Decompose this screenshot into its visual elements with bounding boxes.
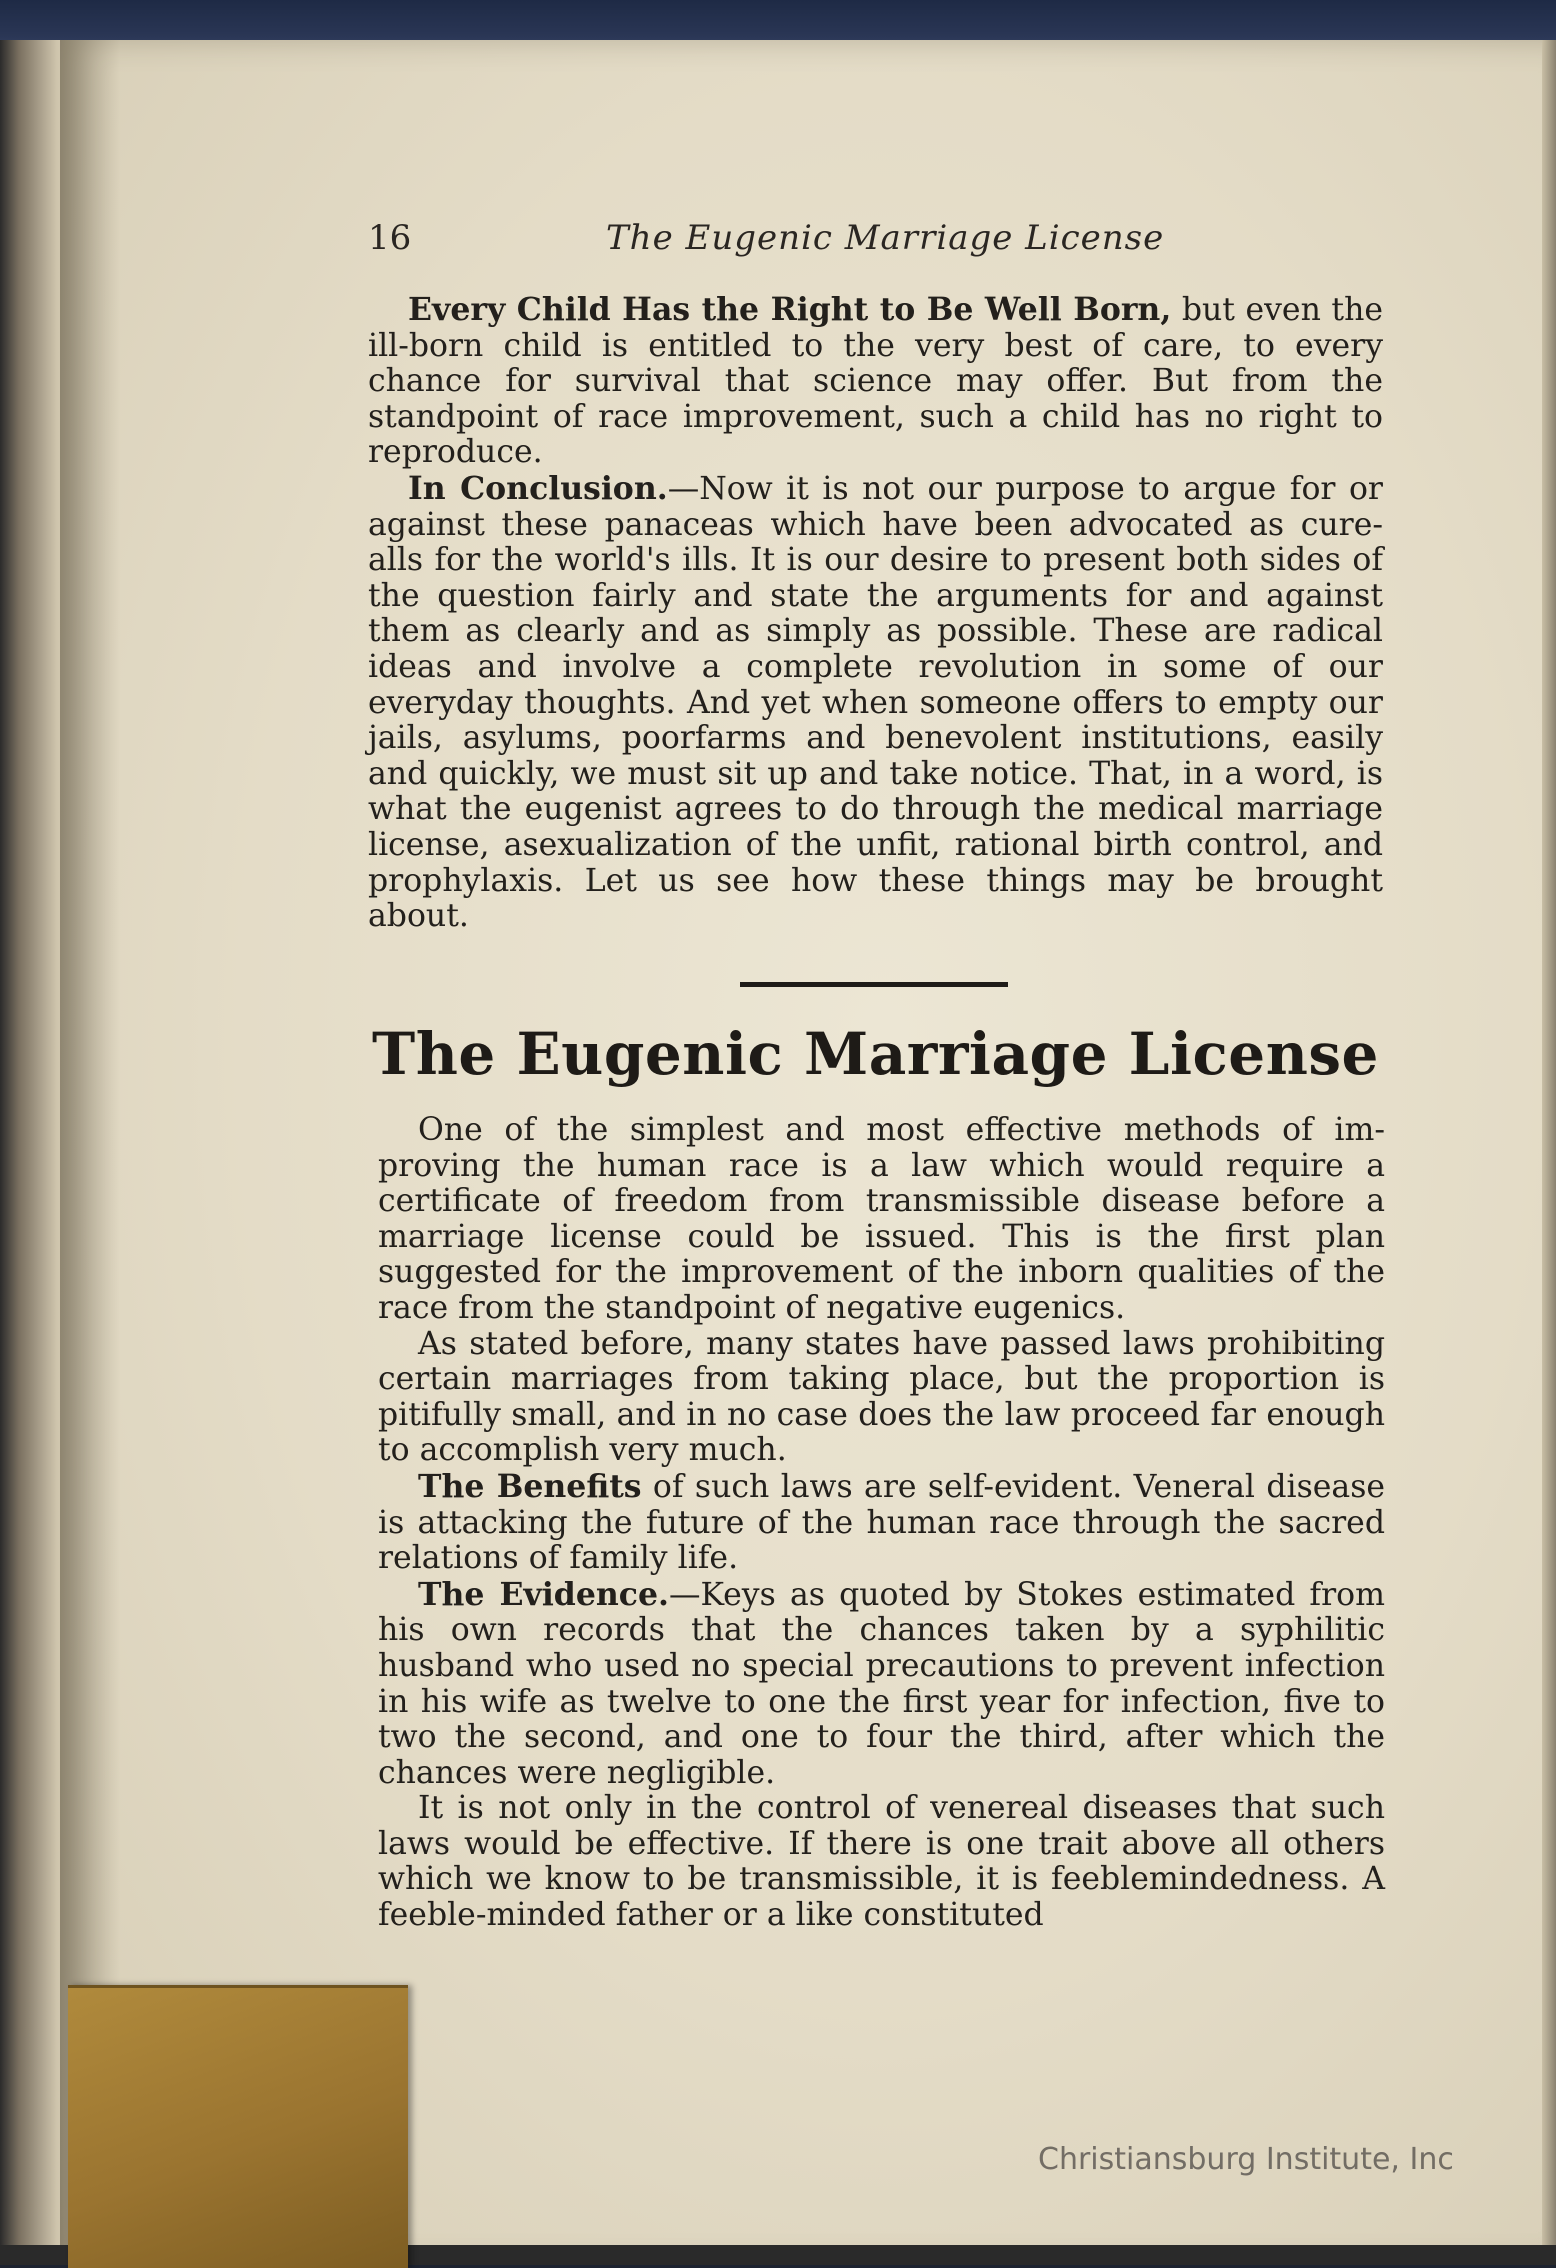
paragraph-text: —Now it is not our purpose to argue for or against these panaceas which have been advocated as cure-alls for the world's ills. It is our desire to present both sides of the question fairly and state the arguments for and against them as clearly and as simply as possible. These are radical ideas and involve a complete revolution in some of our everyday thoughts. And yet when someone offers to empty our jails, asylums, poorfarms and benevolent institutions, easily and quickly, we must sit up and take notice. That, in a word, is what the eugenist agrees to do through the medical marriage license, asexualization of the unfit, rational birth control, and prophylaxis. Let us see how these things may be brought about. (368, 470, 1383, 935)
paragraph-well-born (368, 292, 1383, 471)
paragraph-lead: Every Child Has the Right to Be Well Born, (408, 291, 1172, 328)
paragraph-as-stated-before (378, 1327, 1385, 1469)
paragraph-lead: The Evidence. (418, 1575, 669, 1613)
page-right-edge (1542, 40, 1556, 2265)
section-heading: The Eugenic Marriage License (372, 1020, 1379, 1088)
running-head (368, 218, 1268, 268)
paragraph-text: It is not only in the control of venereal diseases that such laws would be effective. If there is one trait above all others which we know to be transmissible, it is feeblemindedness. A feeble-minded father or a like constituted (378, 1790, 1385, 1934)
paragraph-simplest-methods (378, 1113, 1385, 1327)
conclusion-section (368, 292, 1383, 935)
paragraph-evidence (378, 1577, 1385, 1792)
running-title: The Eugenic Marriage License (606, 218, 1165, 258)
marriage-license-section (378, 1113, 1385, 1934)
paragraph-text: of such laws are self-evident. Veneral disease is attacking the future of the human race through the sacred relations of family life. (378, 1468, 1385, 1577)
watermark: Christiansburg Institute, Inc (1038, 2142, 1454, 2177)
paragraph-text: —Keys as quoted by Stokes estimated from his own records that the chances taken by a syphilitic husband who used no special precautions to prevent infection in his wife as twelve to one the first year for infection, five to two the second, and one to four the third, after which the chances were negligible. (378, 1576, 1385, 1791)
paragraph-text: As stated before, many states have passed laws prohibiting certain marriages from taking place, but the proportion is pitifully small, and in no case does the law proceed far enough to accomplish very much. (378, 1325, 1385, 1469)
paragraph-in-conclusion (368, 471, 1383, 935)
paragraph-feeble-mindedness (378, 1791, 1385, 1933)
bookmark-tab (68, 1985, 408, 2268)
paragraph-text: but even the ill-born child is entitled to the very best of care, to every chance for survival that science may offer. But from the standpoint of race improvement, such a child has no right to reproduce. (368, 292, 1383, 471)
page-number: 16 (368, 218, 412, 258)
paragraph-lead: The Benefits (418, 1467, 642, 1505)
page-gutter-shadow (60, 40, 120, 2265)
section-divider (740, 982, 1008, 987)
paragraph-benefits (378, 1469, 1385, 1577)
paragraph-text: One of the simplest and most effective methods of improving the human race is a law which would require a certificate of freedom from transmissible disease before a marriage license could be issued. This is the first plan suggested for the improvement of the inborn qualities of the race from the standpoint of negative eugenics. (378, 1112, 1385, 1326)
paragraph-lead: In Conclusion. (408, 469, 668, 507)
